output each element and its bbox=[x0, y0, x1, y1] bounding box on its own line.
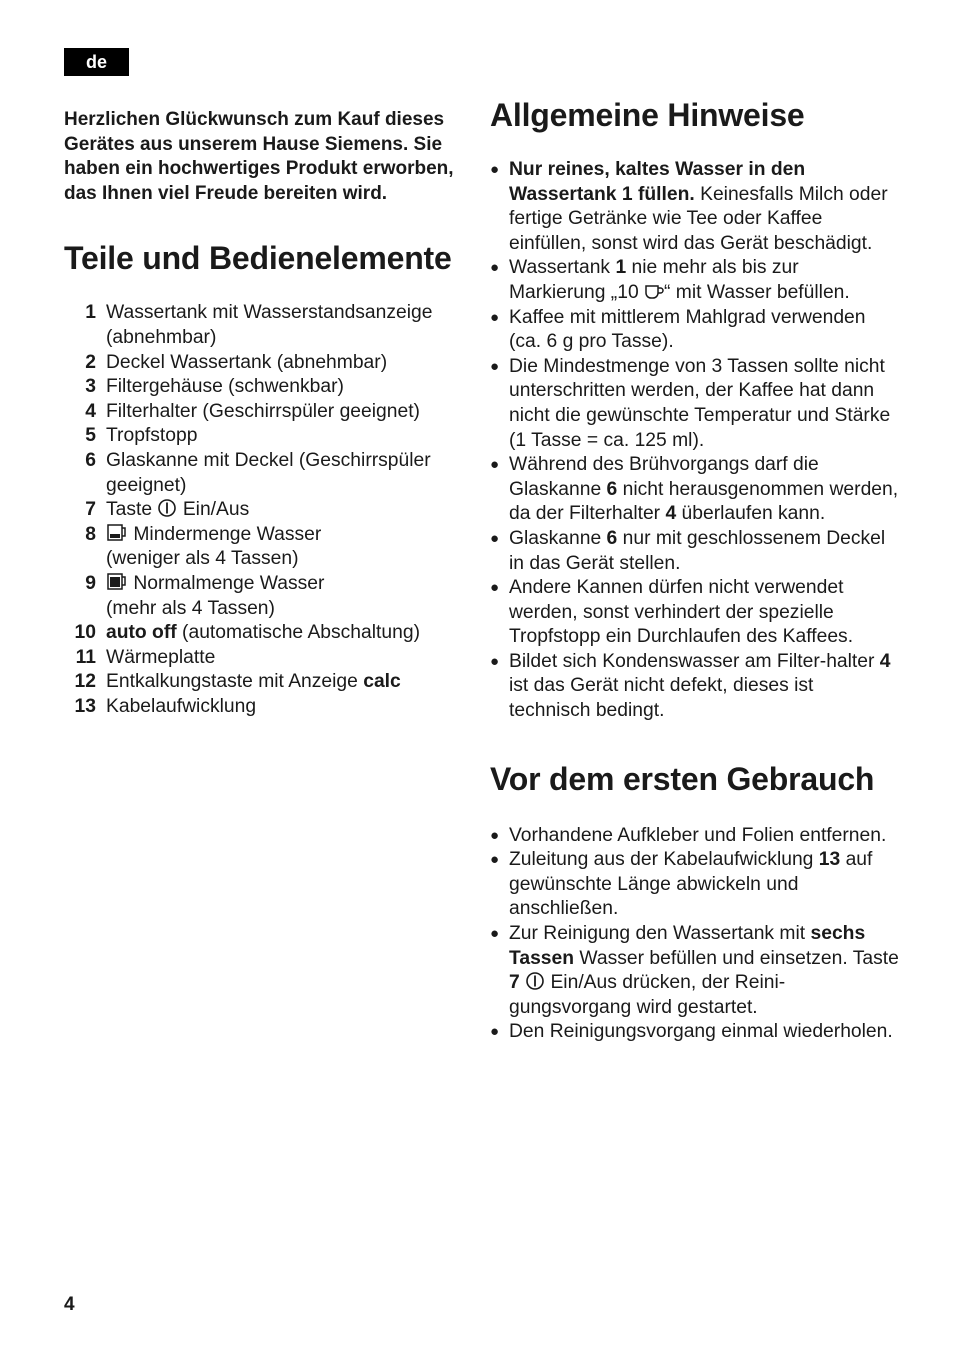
list-item: 11 Wärmeplatte bbox=[75, 646, 216, 668]
list-item: ● Bildet sich Kondenswasser am Filter-halter 4 ist das Gerät nicht defekt, dieses ist technisch bedingt. bbox=[490, 650, 900, 724]
first-use-list bbox=[490, 824, 900, 1045]
list-item: 8 Mindermenge Wasser (weniger als 4 Tassen) bbox=[85, 523, 322, 570]
general-list bbox=[490, 158, 900, 724]
list-item: 6 Glaskanne mit Deckel (Geschirrspüler geeignet) bbox=[85, 449, 431, 496]
power-icon bbox=[157, 498, 177, 518]
right-column bbox=[490, 96, 900, 1045]
list-item: ● Andere Kannen dürfen nicht verwendet werden, sonst verhindert der spezielle Tropfstopp ein Durchlaufen des Kaffees. bbox=[490, 576, 900, 650]
list-item: 5 Tropfstopp bbox=[85, 425, 198, 447]
list-item: 13 Kabelaufwicklung bbox=[74, 695, 257, 717]
left-column bbox=[64, 108, 464, 719]
list-item: ● Vorhandene Aufkleber und Folien entfernen. bbox=[490, 824, 900, 849]
first-use-heading: Vor dem ersten Gebrauch bbox=[490, 760, 875, 797]
list-item: 9 Normalmenge Wasser (mehr als 4 Tassen) bbox=[85, 572, 325, 619]
cup-icon bbox=[644, 283, 664, 301]
list-item: ● Während des Brühvorgangs darf die Glaskanne 6 nicht herausgenommen werden, da der Filterhalter 4 überlaufen kann. bbox=[490, 453, 900, 527]
list-item: ● Den Reinigungsvorgang einmal wiederholen. bbox=[490, 1020, 900, 1045]
list-item: ● Nur reines, kaltes Wasser in den Wassertank 1 füllen. Keinesfalls Milch oder fertige Getränke wie Tee oder Kaffee einfüllen, sonst wird das Gerät beschädigt. bbox=[490, 158, 900, 256]
list-item: ● Zuleitung aus der Kabelaufwicklung 13 auf gewünschte Länge abwickeln und anschließen. bbox=[490, 848, 900, 922]
parts-heading: Teile und Bedienelemente bbox=[64, 240, 452, 277]
page-number: 4 bbox=[64, 1294, 75, 1315]
list-item: 7 Taste Ein/Aus bbox=[85, 499, 250, 521]
list-item: 2 Deckel Wassertank (abnehmbar) bbox=[85, 351, 388, 373]
power-icon bbox=[525, 971, 545, 991]
parts-list bbox=[64, 301, 464, 719]
list-item: 3 Filtergehäuse (schwenkbar) bbox=[85, 376, 344, 398]
list-item: ● Zur Reinigung den Wassertank mit sechs Tassen Wasser befüllen und einsetzen. Taste 7 Ein/Aus drücken, der Reini-gungsvorgang wird gestartet. bbox=[490, 922, 900, 1020]
list-item: ● Glaskanne 6 nur mit geschlossenem Deckel in das Gerät stellen. bbox=[490, 527, 900, 576]
intro-text: Herzlichen Glückwunsch zum Kauf dieses Gerätes aus unserem Hause Siemens. Sie haben ein hochwertiges Produkt erworben, das Ihnen viel Freude bereiten wird. bbox=[64, 109, 454, 204]
cup-full-icon bbox=[106, 572, 128, 592]
list-item: 4 Filterhalter (Geschirrspüler geeignet) bbox=[85, 400, 420, 422]
list-item: ● Die Mindestmenge von 3 Tassen sollte nicht unterschritten werden, der Kaffee hat dann nicht die gewünschte Temperatur und Stärke (1 Tasse = ca. 125 ml). bbox=[490, 355, 900, 453]
list-item: 1 Wassertank mit Wasserstandsanzeige (abnehmbar) bbox=[85, 302, 433, 348]
list-item: ● Kaffee mit mittlerem Mahlgrad verwenden (ca. 6 g pro Tasse). bbox=[490, 306, 900, 355]
cup-partial-icon bbox=[106, 523, 128, 543]
general-heading: Allgemeine Hinweise bbox=[490, 97, 805, 133]
list-item: 12 Entkalkungstaste mit Anzeige calc bbox=[74, 671, 401, 693]
list-item: 10 auto off (automatische Abschaltung) bbox=[74, 622, 420, 644]
list-item: ● Wassertank 1 nie mehr als bis zur Markierung „10 “ mit Wasser befüllen. bbox=[490, 256, 900, 305]
language-badge: de bbox=[64, 48, 129, 76]
